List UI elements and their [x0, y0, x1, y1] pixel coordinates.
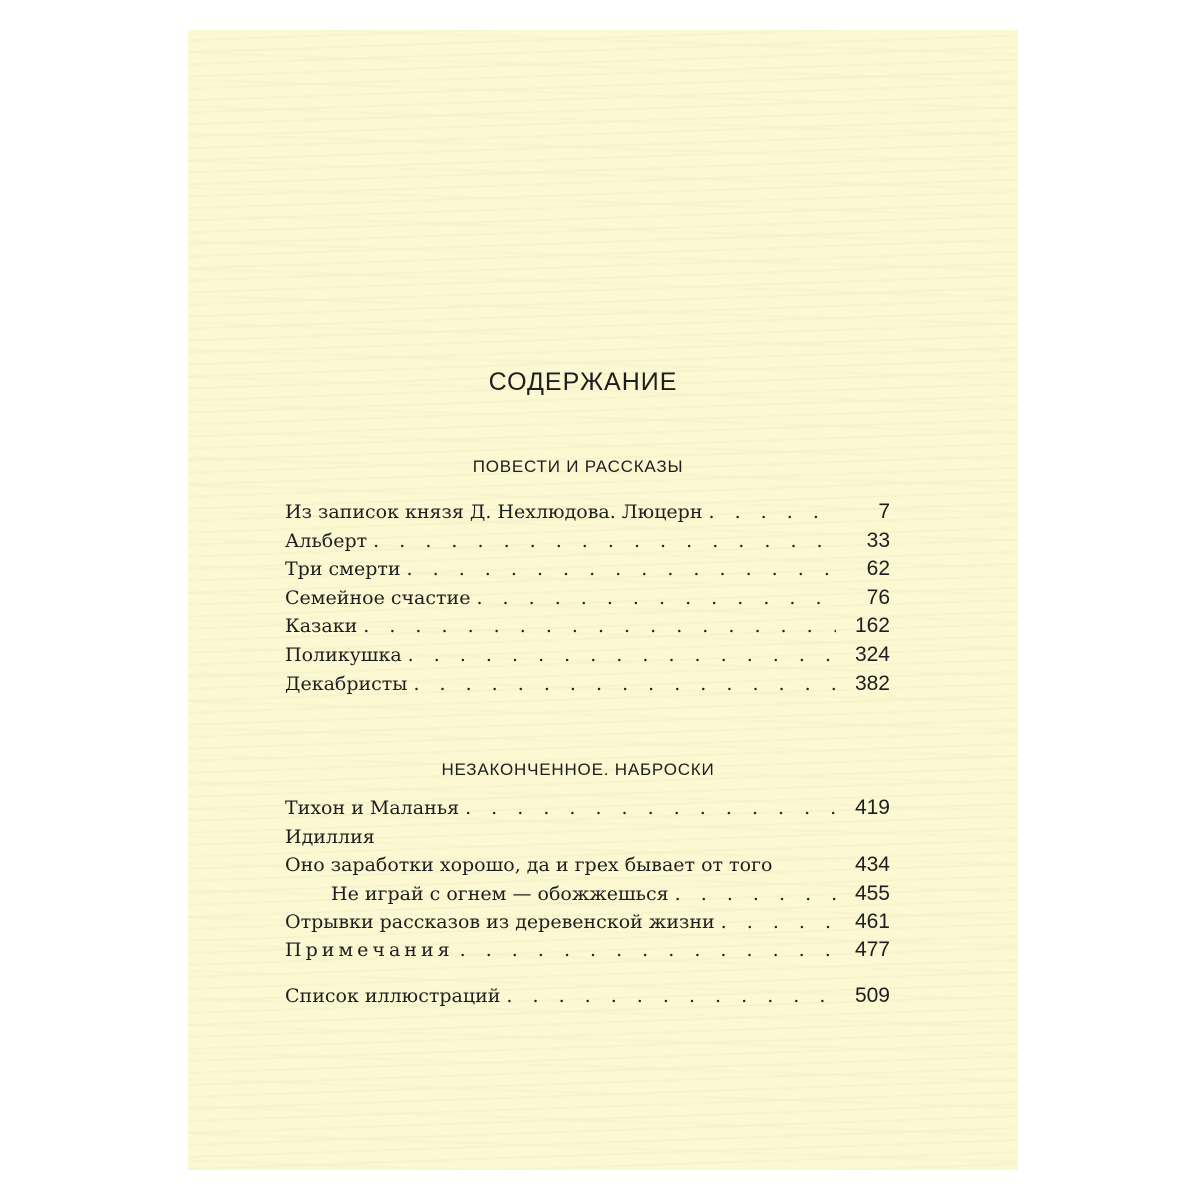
leader-dots	[721, 908, 836, 936]
toc-entry-title: Семейное счастие	[285, 586, 471, 609]
toc-entry	[285, 908, 890, 937]
toc-entry-page: 324	[854, 642, 890, 666]
toc-entry-title: Тихон и Маланья	[285, 797, 460, 819]
toc-entry-page: 62	[866, 557, 890, 581]
leader-dots	[476, 584, 836, 612]
toc-entry-title: Поликушка	[285, 643, 402, 666]
toc-entry-page: 33	[866, 528, 890, 552]
leader-dots	[460, 936, 836, 964]
toc-entry	[285, 641, 890, 670]
section-heading-unfinished: НЕЗАКОНЧЕННОЕ. НАБРОСКИ	[441, 760, 715, 779]
section-heading-stories: ПОВЕСТИ И РАССКАЗЫ	[472, 457, 684, 476]
toc-entry-title: Отрывки рассказов из деревенской жизни	[285, 911, 715, 934]
page-title: СОДЕРЖАНИЕ	[488, 368, 678, 396]
toc-entry-page: 461	[854, 910, 890, 934]
toc-entry	[285, 498, 890, 527]
toc-entry	[285, 880, 890, 909]
toc-entry-title: Примечания	[285, 939, 454, 961]
toc-entry	[285, 851, 890, 880]
toc-entry-page: 477	[854, 938, 890, 961]
toc-entry	[285, 794, 890, 823]
toc-entry-title: Альберт	[285, 529, 368, 552]
toc-entry	[285, 612, 890, 641]
toc-entry-page: 162	[854, 614, 890, 638]
leader-dots	[407, 555, 836, 583]
toc-entry-title: Три смерти	[285, 558, 401, 581]
book-page	[188, 30, 1018, 1170]
toc-list-unfinished	[285, 794, 890, 937]
toc-entry	[285, 555, 890, 584]
leader-dots	[413, 670, 836, 698]
toc-entry	[285, 584, 890, 613]
toc-entry-title: Не играй с огнем — обожжешься	[331, 882, 669, 905]
toc-list-back-matter	[285, 936, 890, 1028]
toc-entry-page: 455	[854, 881, 890, 905]
toc-entry-page: 7	[878, 500, 890, 523]
toc-entry-page: 434	[854, 853, 890, 877]
toc-entry-title: Идиллия	[285, 825, 375, 848]
toc-entry	[285, 936, 890, 982]
toc-entry	[285, 670, 890, 699]
toc-entry-title: Из записок князя Д. Нехлюдова. Люцерн	[285, 501, 703, 523]
toc-entry-page: 382	[854, 671, 890, 695]
toc-entry-page: 509	[854, 984, 890, 1007]
toc-entry-title: Казаки	[285, 615, 358, 638]
leader-dots	[363, 612, 836, 640]
leader-dots	[675, 880, 836, 908]
leader-dots	[373, 527, 836, 555]
toc-entry-title: Список иллюстраций	[285, 985, 501, 1007]
leader-dots	[506, 982, 836, 1010]
toc-entry-page: 76	[866, 585, 890, 609]
toc-entry	[285, 527, 890, 556]
toc-entry-title: Декабристы	[285, 672, 408, 695]
toc-list-stories	[285, 498, 890, 698]
leader-dots	[408, 641, 836, 669]
leader-dots	[465, 794, 836, 822]
toc-entry-page: 419	[854, 796, 890, 819]
toc-entry	[285, 823, 890, 852]
toc-entry-title: Оно заработки хорошо, да и грех бывает от того	[285, 854, 773, 877]
leader-dots	[709, 498, 837, 526]
toc-entry	[285, 982, 890, 1028]
